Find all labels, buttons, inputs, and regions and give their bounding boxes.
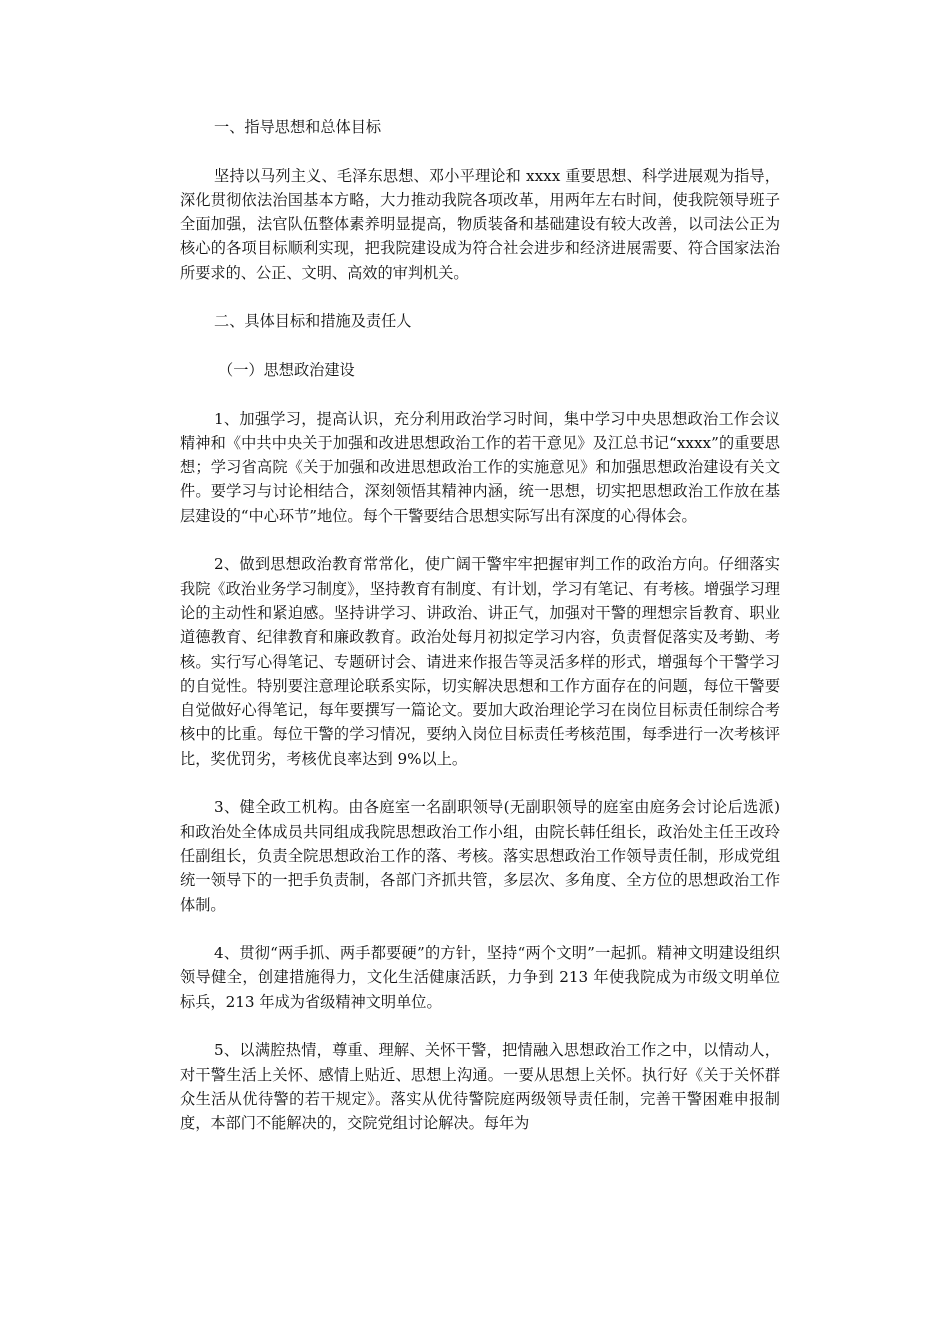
section-1-paragraph: 坚持以马列主义、毛泽东思想、邓小平理论和 xxxx 重要思想、科学进展观为指导，深化贯彻依法治国基本方略，大力推动我院各项改革，用两年左右时间，使我院领导班子全面加强，法官队伍整体素养明显提高，物质装备和基础建设有较大改善，以司法公正为核心的各项目标顺利实现，把我院建设成为符合社会进步和经济进展需要、符合国家法治所要求的、公正、文明、高效的审判机关。 — [180, 166, 780, 282]
item-4-paragraph: 4、贯彻“两手抓、两手都要硬”的方针，坚持“两个文明”一起抓。精神文明建设组织领导健全，创建措施得力，文化生活健康活跃，力争到 213 年使我院成为市级文明单位标兵，213 年成为省级精神文明单位。 — [180, 944, 780, 1011]
item-3-paragraph: 3、健全政工机构。由各庭室一名副职领导(无副职领导的庭室由庭务会讨论后选派)和政治处全体成员共同组成我院思想政治工作小组，由院长韩任组长，政治处主任王改玲任副组长，负责全院思想政治工作的落、考核。落实思想政治工作领导责任制，形成党组统一领导下的一把手负责制，各部门齐抓共管，多层次、多角度、全方位的思想政治工作体制。 — [180, 798, 780, 914]
spacer — [180, 771, 780, 795]
section-1-heading: 一、指导思想和总体目标 — [214, 118, 382, 136]
item-5-paragraph: 5、以满腔热情，尊重、理解、关怀干警，把情融入思想政治工作之中，以情动人，对干警生活上关怀、感情上贴近、思想上沟通。一要从思想上关怀。执行好《关于关怀群众生活从优待警的若干规定》。落实从优待警院庭两级领导责任制，完善干警困难申报制度，本部门不能解决的，交院党组讨论解决。每年为 — [180, 1041, 780, 1133]
spacer — [180, 334, 780, 358]
subsection-1-heading: （一）思想政治建设 — [218, 360, 355, 379]
item-2-paragraph: 2、做到思想政治教育常常化，使广阔干警牢牢把握审判工作的政治方向。仔细落实我院《政治业务学习制度》，坚持教育有制度、有计划，学习有笔记、有考核。增强学习理论的主动性和紧迫感。坚持讲学习、讲政治、讲正气，加强对干警的理想宗旨教育、职业道德教育、纪律教育和廉政教育。政治处每月初拟定学习内容，负责督促落实及考勤、考核。实行写心得笔记、专题研讨会、请进来作报告等灵活多样的形式，增强每个干警学习的自觉性。特别要注意理论联系实际，切实解决思想和工作方面存在的问题，每位干警要自觉做好心得笔记，每年要撰写一篇论文。要加大政治理论学习在岗位目标责任制综合考核中的比重。每位干警的学习情况，要纳入岗位目标责任考核范围，每季进行一次考核评比，奖优罚劣，考核优良率达到 9%以上。 — [180, 555, 780, 768]
spacer — [180, 139, 780, 163]
spacer — [180, 528, 780, 552]
section-2-heading: 二、具体目标和措施及责任人 — [214, 312, 412, 331]
spacer — [180, 382, 780, 406]
spacer — [180, 917, 780, 941]
spacer — [180, 285, 780, 309]
document-body — [180, 115, 780, 1135]
item-1-paragraph: 1、加强学习，提高认识，充分利用政治学习时间，集中学习中央思想政治工作会议精神和《中共中央关于加强和改进思想政治工作的若干意见》及江总书记“xxxx”的重要思想；学习省高院《关于加强和改进思想政治工作的实施意见》和加强思想政治建设有关文件。要学习与讨论相结合，深刻领悟其精神内涵，统一思想，切实把思想政治工作放在基层建设的“中心环节”地位。每个干警要结合思想实际写出有深度的心得体会。 — [180, 409, 780, 525]
spacer — [180, 1014, 780, 1038]
